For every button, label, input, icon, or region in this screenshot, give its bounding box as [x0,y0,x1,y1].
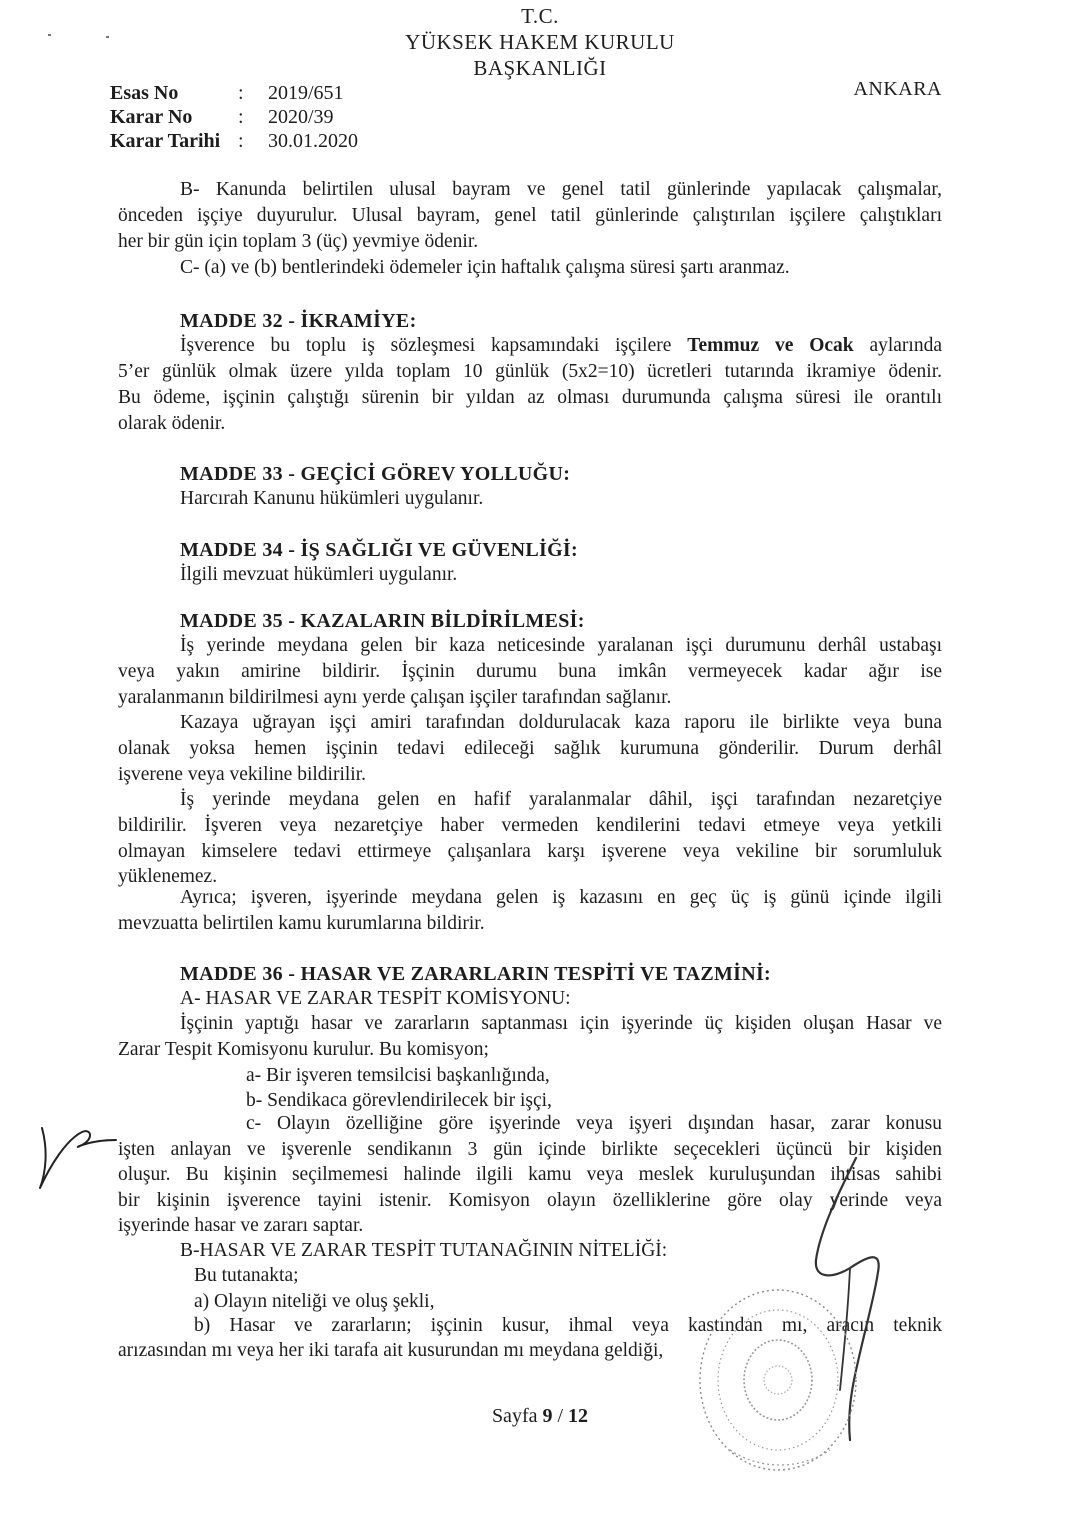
madde-36-item-a: a- Bir işveren temsilcisi başkanlığında, [246,1065,550,1086]
madde-36-line-1: İşçinin yaptığı hasar ve zararların saptanması için işyerinde üç kişiden oluşan Hasar ve [180,1013,942,1034]
madde-32-line-4: olarak ödenir. [118,413,226,434]
initial-signature-icon [20,1110,130,1200]
meta-label: Karar No [110,106,193,128]
madde-35-line-8: bildirilir. İşveren veya nezaretçiye haber vermeden kendilerini tedavi etmeye veya yetkili [118,815,942,836]
madde-32-months: Temmuz ve Ocak [687,335,854,356]
madde-36-item-c-3: oluşur. Bu kişinin seçilmemesi halinde ilgili kamu veya meslek kuruluşundan ihtisas sahibi [118,1164,942,1185]
madde-35-line-7: İş yerinde meydana gelen en hafif yaralanmalar dâhil, işçi tarafından nezaretçiye [180,789,942,810]
madde-36-b-item-a: a) Olayın niteliği ve oluş şekli, [194,1291,435,1312]
madde-36-item-c-5: işyerinde hasar ve zararı saptar. [118,1215,364,1236]
madde-36-sub-b: B-HASAR VE ZARAR TESPİT TUTANAĞININ NİTELİĞİ: [180,1240,668,1261]
madde-32-line-3: Bu ödeme, işçinin çalıştığı sürenin bir yıldan az olması durumunda çalışma süresi ile orantılı [118,387,942,408]
scan-speck [48,34,51,36]
scan-speck [106,36,109,38]
section-c-line: C- (a) ve (b) bentlerindeki ödemeler için haftalık çalışma süresi şartı aranmaz. [180,257,790,278]
meta-colon: : [238,130,244,152]
madde-36-item-c-2: işten anlayan ve işverenle sendikanın 3 gün içinde birlikte seçecekleri üçüncü bir kişiden [118,1139,942,1160]
meta-colon: : [238,82,244,104]
madde-36-b-item-b-1: b) Hasar ve zararların; işçinin kusur, ihmal veya kastından mı, aracın teknik [194,1315,942,1336]
madde-36-b-item-b-2: arızasından mı veya her iki tarafa ait kusurundan mı meydana geldiği, [118,1340,664,1361]
madde-32-line-2: 5’er günlük olmak üzere yılda toplam 10 günlük (5x2=10) ücretleri tutarında ikramiye ödenir. [118,361,942,382]
header-dept: BAŞKANLIĞI [473,56,607,80]
header-tc: T.C. [521,4,559,28]
madde-36-item-c-4: bir kişinin işverence tayini istenir. Komisyon olayın özelliklerine göre olay yerinde veya [118,1190,942,1211]
madde-36-sub-a: A- HASAR VE ZARAR TESPİT KOMİSYONU: [180,988,571,1009]
madde-32-text-end: aylarında [853,335,942,356]
page-current: 9 [542,1405,553,1427]
section-b-line-3: her bir gün için toplam 3 (üç) yevmiye ödenir. [118,231,479,252]
madde-32-heading: MADDE 32 - İKRAMİYE: [180,310,417,332]
meta-value: 2020/39 [268,106,334,128]
madde-36-item-b: b- Sendikaca görevlendirilecek bir işçi, [246,1090,552,1111]
madde-36-b-intro: Bu tutanakta; [194,1265,299,1286]
madde-36-line-2: Zarar Tespit Komisyonu kurulur. Bu komisyon; [118,1039,489,1060]
section-b-line-1: B- Kanunda belirtilen ulusal bayram ve genel tatil günlerinde yapılacak çalışmalar, [180,179,942,200]
madde-32-line-1 [180,334,942,358]
meta-label: Karar Tarihi [110,130,221,152]
madde-33-heading: MADDE 33 - GEÇİCİ GÖREV YOLLUĞU: [180,463,571,485]
meta-row-karar [110,106,358,130]
meta-label: Esas No [110,82,179,104]
meta-row-tarih [110,130,358,154]
madde-34-line-1: İlgili mevzuat hükümleri uygulanır. [180,564,458,585]
page-total: 12 [568,1405,589,1427]
madde-35-line-11: Ayrıca; işveren, işyerinde meydana gelen iş kazasını en geç üç iş günü içinde ilgili [180,887,942,908]
madde-36-heading: MADDE 36 - HASAR VE ZARARLARIN TESPİTİ VE TAZMİNİ: [180,963,772,985]
madde-34-heading: MADDE 34 - İŞ SAĞLIĞI VE GÜVENLİĞİ: [180,539,578,561]
madde-35-line-6: işverene veya vekiline bildirilir. [118,764,367,785]
page-separator: / [552,1405,569,1427]
meta-value: 2019/651 [268,82,344,104]
header-org: YÜKSEK HAKEM KURULU [405,30,675,54]
madde-35-line-1: İş yerinde meydana gelen bir kaza neticesinde yaralanan işçi durumunu derhâl ustabaşı [180,635,942,656]
meta-value: 30.01.2020 [268,130,358,152]
header-city: ANKARA [853,78,942,100]
page-prefix: Sayfa [491,1405,543,1427]
madde-35-line-12: mevzuatta belirtilen kamu kurumlarına bildirir. [118,913,485,934]
madde-35-line-5: olanak yoksa hemen işçinin tedavi edileceği sağlık kurumuna gönderilir. Durum derhâl [118,738,942,759]
madde-36-item-c-1: c- Olayın özelliğine göre işyerinde veya işyeri dışından hasar, zarar konusu [246,1113,942,1134]
madde-35-line-9: olmayan kimselere tedavi ettirmeye çalışanlara karşı işverene veya vekiline bir sorumluluk [118,841,942,862]
madde-32-text: İşverence bu toplu iş sözleşmesi kapsamındaki işçilere [180,335,688,356]
case-meta [110,82,358,154]
madde-35-line-10: yüklenemez. [118,866,218,887]
madde-35-line-3: yaralanmanın bildirilmesi aynı yerde çalışan işçiler tarafından sağlanır. [118,687,672,708]
official-seal-icon [690,1275,870,1485]
section-b-line-2: önceden işçiye duyurulur. Ulusal bayram, genel tatil günlerinde çalıştırılan işçilere çalıştıkları [118,205,942,226]
madde-33-line-1: Harcırah Kanunu hükümleri uygulanır. [180,488,484,509]
madde-35-line-4: Kazaya uğrayan işçi amiri tarafından doldurulacak kaza raporu ile birlikte veya buna [180,712,942,733]
meta-colon: : [238,106,244,128]
madde-35-heading: MADDE 35 - KAZALARIN BİLDİRİLMESİ: [180,610,585,632]
meta-row-esas [110,82,358,106]
madde-35-line-2: veya yakın amirine bildirir. İşçinin durumu buna imkân vermeyecek kadar ağır ise [118,661,942,682]
page-number [0,1405,1080,1428]
